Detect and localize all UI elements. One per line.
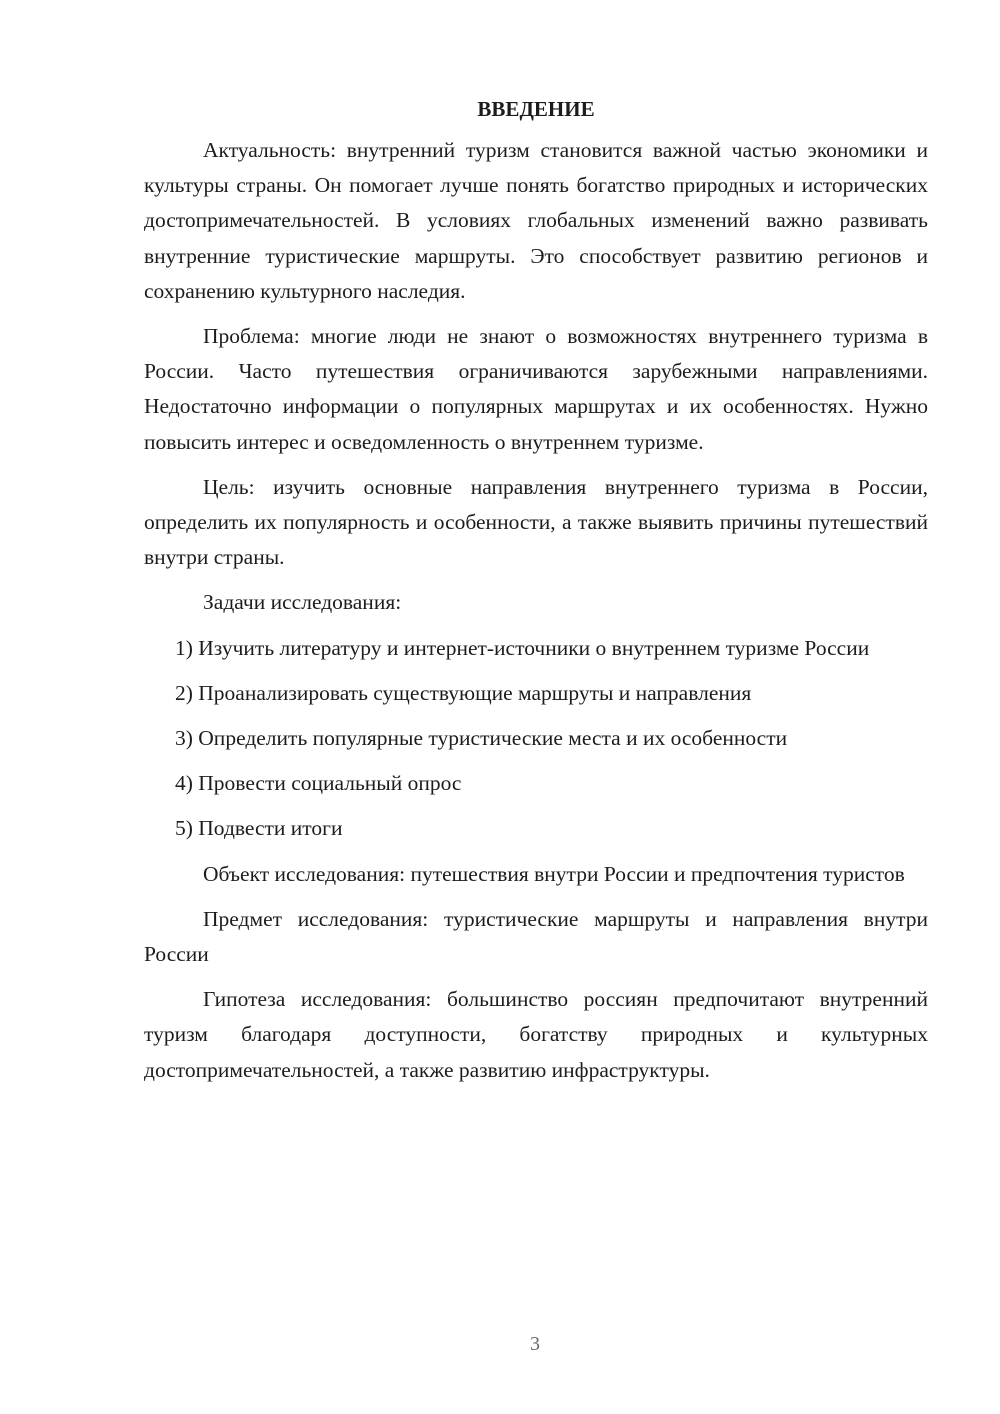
paragraph-goal: Цель: изучить основные направления внутреннего туризма в России, определить их популярность и особенности, а также выявить причины путешествий внутри страны. [144, 474, 928, 570]
document-page [144, 92, 928, 1098]
paragraph-relevance: Актуальность: внутренний туризм становится важной частью экономики и культуры страны. Он помогает лучше понять богатство природных и исторических достопримечательностей. В условиях глобальных изменений важно развивать внутренние туристические маршруты. Это способствует развитию регионов и сохранению культурного наследия. [144, 138, 928, 303]
task-item-1: 1) Изучить литературу и интернет-источники о внутреннем туризме России [175, 635, 870, 660]
paragraph-hypothesis: Гипотеза исследования: большинство россиян предпочитают внутренний туризм благодаря доступности, богатству природных и культурных достопримечательностей, а также развитию инфраструктуры. [144, 987, 928, 1082]
task-item-5: 5) Подвести итоги [175, 816, 343, 841]
section-title: ВВЕДЕНИЕ [477, 97, 595, 121]
task-item-3: 3) Определить популярные туристические места и их особенности [175, 726, 788, 751]
paragraph-object: Объект исследования: путешествия внутри России и предпочтения туристов [203, 861, 905, 886]
tasks-heading: Задачи исследования: [203, 590, 402, 615]
page-number: 3 [530, 1333, 540, 1355]
task-item-2: 2) Проанализировать существующие маршруты и направления [175, 680, 752, 705]
paragraph-problem: Проблема: многие люди не знают о возможностях внутреннего туризма в России. Часто путешествия ограничиваются зарубежными направлениями. Недостаточно информации о популярных маршрутах и их особенностях. Нужно повысить интерес и осведомленность о внутреннем туризме. [144, 324, 928, 454]
paragraph-subject: Предмет исследования: туристические маршруты и направления внутри России [144, 906, 928, 967]
task-item-4: 4) Провести социальный опрос [175, 771, 462, 796]
